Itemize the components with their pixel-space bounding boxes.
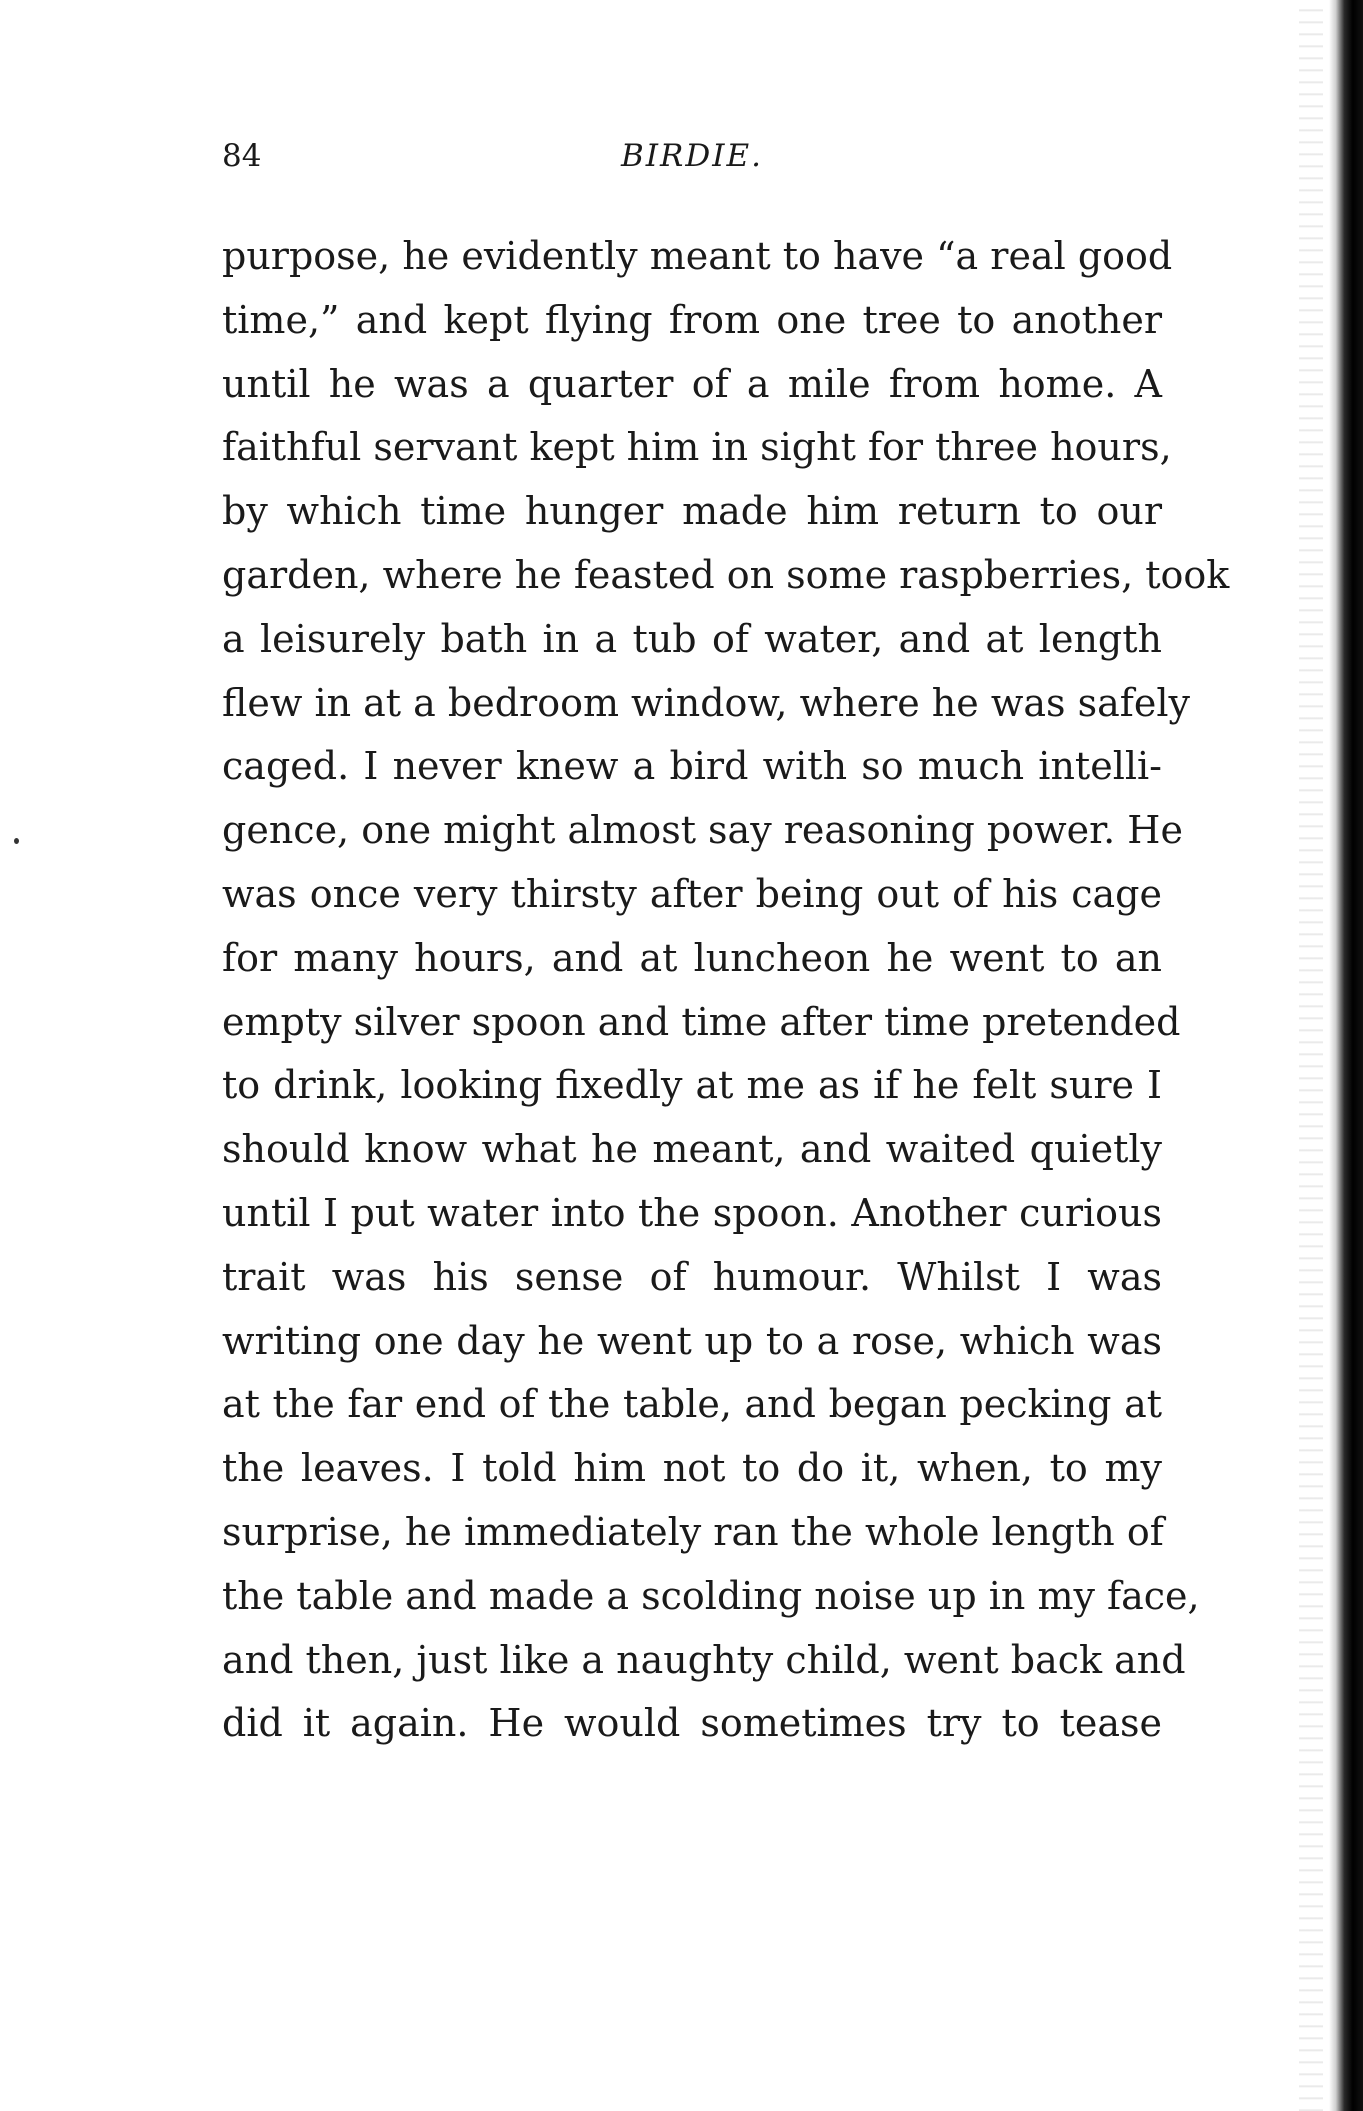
gutter-speckle: [1299, 0, 1323, 2111]
text-line: by which time hunger made him return to our: [222, 489, 1162, 534]
text-line: a leisurely bath in a tub of water, and at length: [222, 616, 1162, 661]
text-line: should know what he meant, and waited quietly: [222, 1127, 1162, 1172]
text-line: writing one day he went up to a rose, which was: [222, 1318, 1162, 1363]
text-line: gence, one might almost say reasoning power. He: [222, 808, 1183, 853]
text-line: until he was a quarter of a mile from home. A: [222, 361, 1162, 406]
text-line: caged. I never knew a bird with so much intelli-: [222, 744, 1162, 789]
text-line: surprise, he immediately ran the whole length of: [222, 1509, 1164, 1554]
text-line: trait was his sense of humour. Whilst I was: [222, 1254, 1162, 1299]
text-line: at the far end of the table, and began pecking at: [222, 1382, 1162, 1427]
text-line: empty silver spoon and time after time pretended: [222, 999, 1181, 1044]
text-line: for many hours, and at luncheon he went to an: [222, 935, 1162, 980]
page-number: 84: [222, 138, 262, 174]
running-title: BIRDIE.: [621, 138, 763, 174]
text-line: until I put water into the spoon. Another curious: [222, 1190, 1162, 1235]
text-line: the table and made a scolding noise up in my face,: [222, 1573, 1200, 1618]
text-line: did it again. He would sometimes try to tease: [222, 1701, 1162, 1746]
scan-speck: [14, 838, 19, 844]
text-line: to drink, looking fixedly at me as if he felt sure I: [222, 1063, 1162, 1108]
text-line: and then, just like a naughty child, went back and: [222, 1637, 1186, 1682]
body-text: [222, 225, 1230, 1756]
text-line: time,” and kept flying from one tree to another: [222, 297, 1162, 342]
binding-gutter-shadow: [1329, 0, 1363, 2111]
running-head: [222, 138, 1162, 182]
text-line: was once very thirsty after being out of his cage: [222, 871, 1162, 916]
text-line: faithful servant kept him in sight for three hours,: [222, 425, 1172, 470]
text-line: purpose, he evidently meant to have “a real good: [222, 234, 1173, 278]
text-line: flew in at a bedroom window, where he was safely: [222, 680, 1190, 725]
text-line: the leaves. I told him not to do it, when, to my: [222, 1446, 1162, 1491]
text-line: garden, where he feasted on some raspberries, took: [222, 552, 1230, 597]
